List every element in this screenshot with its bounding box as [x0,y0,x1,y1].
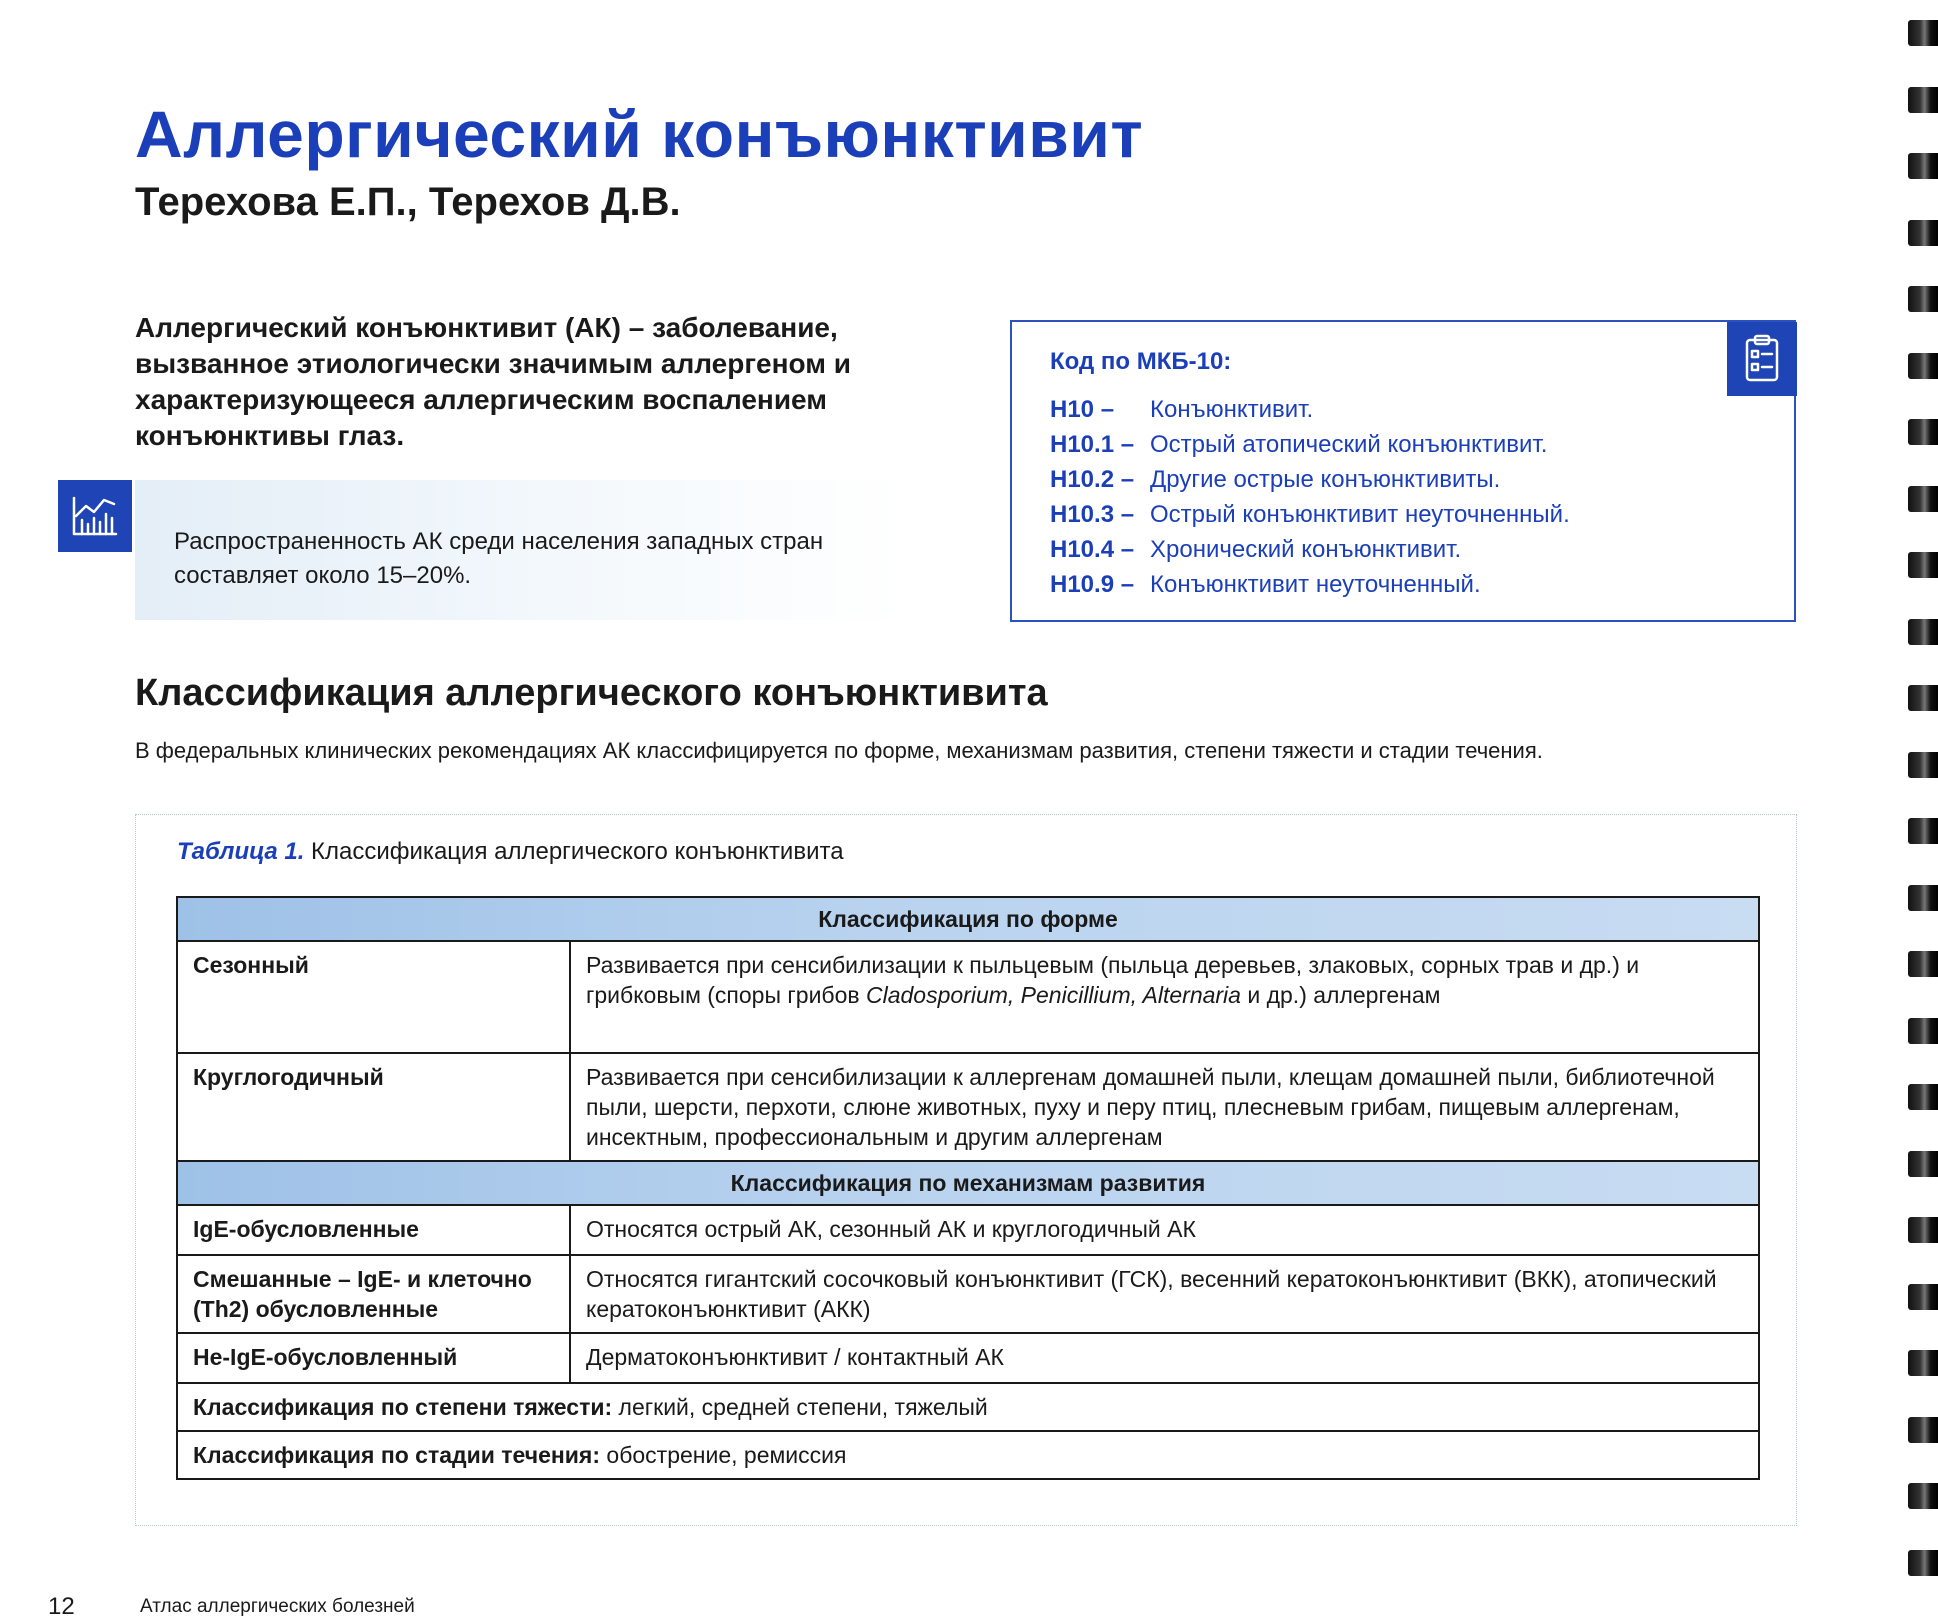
icd-description: Другие острые конъюнктивиты. [1150,465,1501,493]
row-term: Смешанные – IgE- и клеточно (Th2) обусловленные [177,1255,570,1333]
icd-item [1050,497,1570,532]
binding-ring [1908,1018,1938,1044]
row-term: Сезонный [177,941,570,1053]
icd-code-list [1050,392,1570,602]
binding-ring [1908,353,1938,379]
section-intro: В федеральных клинических рекомендациях АК классифицируется по форме, механизмам развития, степени тяжести и стадии течения. [135,738,1543,763]
binding-ring [1908,685,1938,711]
binding-ring [1908,885,1938,911]
icd-description: Хронический конъюнктивит. [1150,535,1462,563]
icd-item [1050,427,1570,462]
row-description-text: и др.) аллергенам [1240,982,1441,1008]
stage-classification-row [177,1431,1759,1479]
icd-code: H10.9 – [1050,570,1135,598]
page-title: Аллергический конъюнктивит [135,97,1144,171]
row-term: Круглогодичный [177,1053,570,1161]
binding-ring [1908,419,1938,445]
icd-item [1050,567,1570,602]
icd-item [1050,462,1570,497]
binding-ring [1908,87,1938,113]
row-description-text: Развивается при сенсибилизации к пыльцевым (пыльца деревьев, злаковых, сорных трав и др.) и грибковым (споры грибов [586,952,1640,1008]
icd-item [1050,392,1570,427]
table-caption [177,838,844,866]
table-row [177,1431,1759,1479]
classification-table [176,896,1760,1480]
table-header-row [177,897,1759,941]
icd-title: Код по МКБ-10: [1050,348,1232,375]
row-description [570,941,1759,1053]
binding-ring [1908,1350,1938,1376]
severity-classification-row [177,1383,1759,1431]
binding-ring [1908,1217,1938,1243]
page-number: 12 [48,1593,75,1620]
icd-code: H10.4 – [1050,535,1135,563]
binding-ring [1908,153,1938,179]
table-caption-label: Таблица 1. [177,838,305,865]
clipboard-checklist-icon [1727,322,1797,396]
binding-ring [1908,1417,1938,1443]
icd-code: H10.2 – [1050,465,1135,493]
icd-code: H10.3 – [1050,500,1135,528]
severity-label: Классификация по степени тяжести: [193,1394,613,1420]
bar-chart-icon [58,480,132,552]
severity-value: легкий, средней степени, тяжелый [612,1394,988,1420]
binding-ring [1908,818,1938,844]
binding-ring [1908,752,1938,778]
table-row [177,1053,1759,1161]
stage-label: Классификация по стадии течения: [193,1442,601,1468]
definition-paragraph: Аллергический конъюнктивит (АК) – заболевание, вызванное этиологически значимым аллергеном и характеризующееся аллергическим воспалением конъюнктивы глаз. [135,312,851,451]
table-row [177,1255,1759,1333]
authors: Терехова Е.П., Терехов Д.В. [135,180,681,224]
table-row [177,1205,1759,1255]
icd-description: Острый атопический конъюнктивит. [1150,430,1548,458]
stage-value: обострение, ремиссия [600,1442,847,1468]
binding-ring [1908,220,1938,246]
prevalence-text: Распространенность АК среди населения западных стран составляет около 15–20%. [174,528,824,589]
row-term: IgE-обусловленные [177,1205,570,1255]
table-row [177,941,1759,1053]
genus-names: Cladosporium, Penicillium, Alternaria [866,982,1241,1008]
row-description: Относятся острый АК, сезонный АК и круглогодичный АК [570,1205,1759,1255]
mechanism-classification-header: Классификация по механизмам развития [177,1161,1759,1205]
binding-ring [1908,20,1938,46]
form-classification-header: Классификация по форме [177,897,1759,941]
icd-description: Острый конъюнктивит неуточненный. [1150,500,1570,528]
icd-code: H10.1 – [1050,430,1135,458]
table-header-row [177,1161,1759,1205]
binding-ring [1908,1483,1938,1509]
icd-description: Конъюнктивит. [1150,395,1314,423]
table-caption-text: Классификация аллергического конъюнктивита [311,838,844,865]
binding-ring [1908,619,1938,645]
table-row [177,1333,1759,1383]
row-description: Относятся гигантский сосочковый конъюнктивит (ГСК), весенний кератоконъюнктивит (ВКК), атопический кератоконъюнктивит (АКК) [570,1255,1759,1333]
binding-ring [1908,951,1938,977]
binding-ring [1908,552,1938,578]
binding-ring [1908,1284,1938,1310]
row-description: Развивается при сенсибилизации к аллергенам домашней пыли, клещам домашней пыли, библиотечной пыли, шерсти, перхоти, слюне животных, пуху и перу птиц, плесневым грибам, пищевым аллергенам, инсектным, профессиональным и другим аллергенам [570,1053,1759,1161]
spiral-binding [1904,20,1938,1620]
icd-item [1050,532,1570,567]
row-description: Дерматоконъюнктивит / контактный АК [570,1333,1759,1383]
icd-description: Конъюнктивит неуточненный. [1150,570,1481,598]
binding-ring [1908,1550,1938,1576]
row-term: Не-IgE-обусловленный [177,1333,570,1383]
binding-ring [1908,1084,1938,1110]
binding-ring [1908,286,1938,312]
binding-ring [1908,1151,1938,1177]
book-title: Атлас аллергических болезней [140,1596,415,1617]
binding-ring [1908,486,1938,512]
table-row [177,1383,1759,1431]
section-heading: Классификация аллергического конъюнктивита [135,672,1048,714]
icd-code: H10 – [1050,395,1115,423]
